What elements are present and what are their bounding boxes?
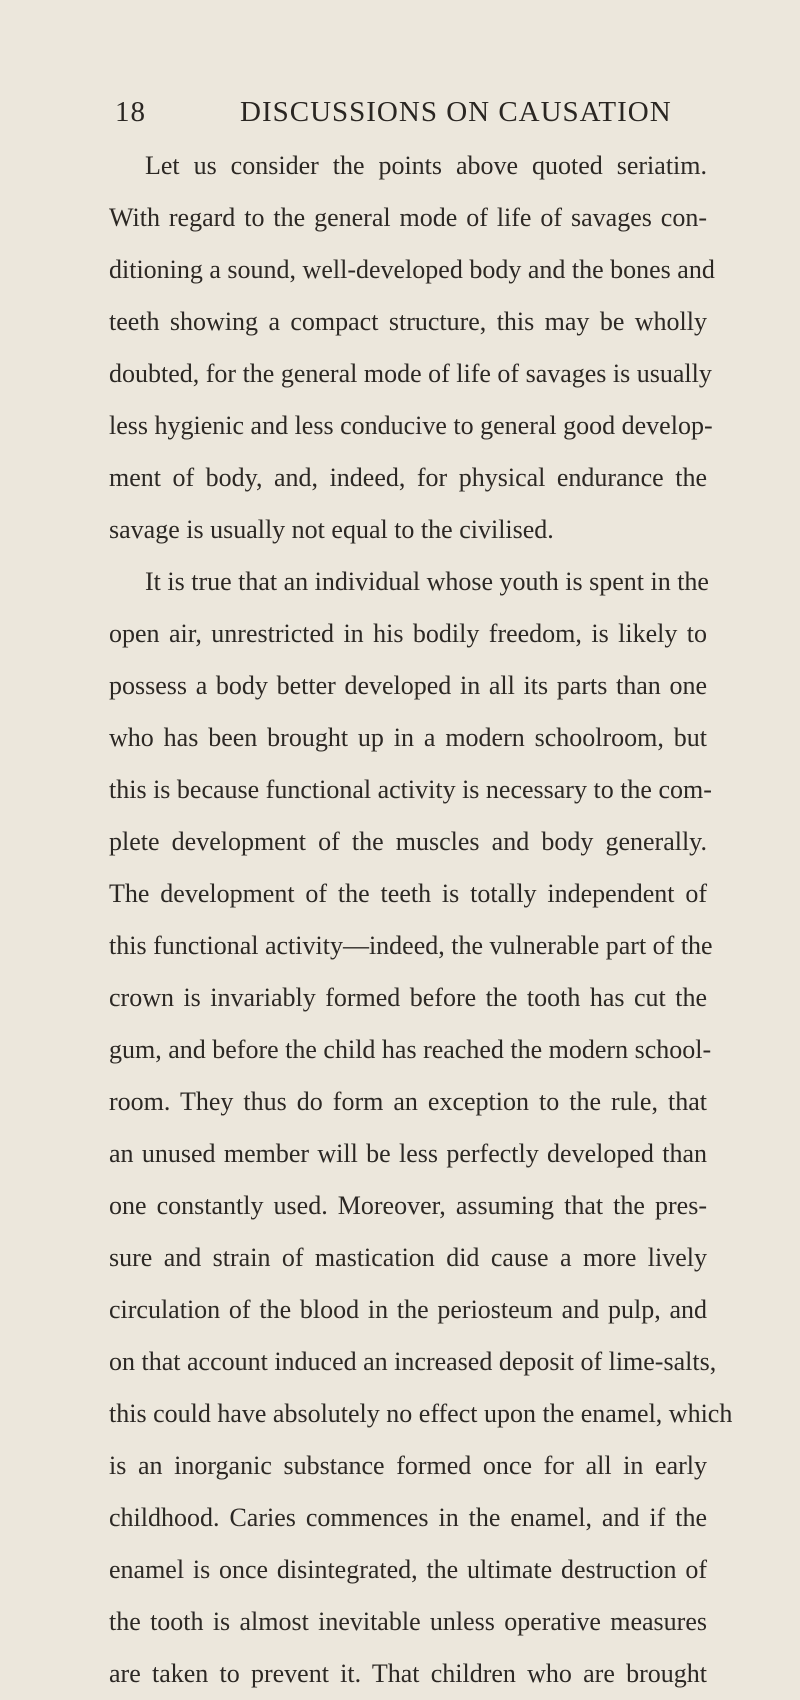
text-line: room. They thus do form an exception to the rule, that: [109, 1087, 707, 1116]
text-line: Let us consider the points above quoted seriatim.: [145, 151, 707, 180]
text-line: teeth showing a compact structure, this may be wholly: [109, 307, 707, 336]
running-title: DISCUSSIONS ON CAUSATION: [240, 96, 672, 128]
text-line: are taken to prevent it. That children who are brought: [109, 1659, 707, 1688]
running-head: [115, 96, 715, 136]
text-line: who has been brought up in a modern schoolroom, but: [109, 723, 707, 752]
text-line: ment of body, and, indeed, for physical endurance the: [109, 463, 707, 492]
text-line: possess a body better developed in all its parts than one: [109, 671, 707, 700]
text-line: this could have absolutely no effect upon the enamel, which: [109, 1399, 733, 1428]
text-line: crown is invariably formed before the tooth has cut the: [109, 983, 707, 1012]
text-line: circulation of the blood in the periosteum and pulp, and: [109, 1295, 707, 1324]
page-number: 18: [115, 96, 146, 128]
text-line: less hygienic and less conducive to general good develop-: [109, 411, 713, 440]
text-line: The development of the teeth is totally independent of: [109, 879, 707, 908]
text-line: on that account induced an increased deposit of lime-salts,: [109, 1347, 717, 1376]
text-line: ditioning a sound, well-developed body and the bones and: [109, 255, 715, 284]
body-text: [109, 140, 733, 1700]
text-line: childhood. Caries commences in the enamel, and if the: [109, 1503, 707, 1532]
text-line: doubted, for the general mode of life of savages is usually: [109, 359, 712, 388]
text-line: an unused member will be less perfectly developed than: [109, 1139, 707, 1168]
text-line: sure and strain of mastication did cause a more lively: [109, 1243, 707, 1272]
text-line: this functional activity—indeed, the vulnerable part of the: [109, 931, 713, 960]
text-line: this is because functional activity is necessary to the com-: [109, 775, 712, 804]
text-line: plete development of the muscles and body generally.: [109, 827, 707, 856]
text-line: the tooth is almost inevitable unless operative measures: [109, 1607, 707, 1636]
text-line: gum, and before the child has reached the modern school-: [109, 1035, 712, 1064]
text-line: is an inorganic substance formed once for all in early: [109, 1451, 707, 1480]
text-line: savage is usually not equal to the civilised.: [109, 515, 554, 544]
text-line: open air, unrestricted in his bodily freedom, is likely to: [109, 619, 707, 648]
text-line: It is true that an individual whose youth is spent in the: [145, 567, 709, 596]
text-line: one constantly used. Moreover, assuming that the pres-: [109, 1191, 707, 1220]
text-line: enamel is once disintegrated, the ultimate destruction of: [109, 1555, 707, 1584]
text-line: With regard to the general mode of life of savages con-: [109, 203, 707, 232]
